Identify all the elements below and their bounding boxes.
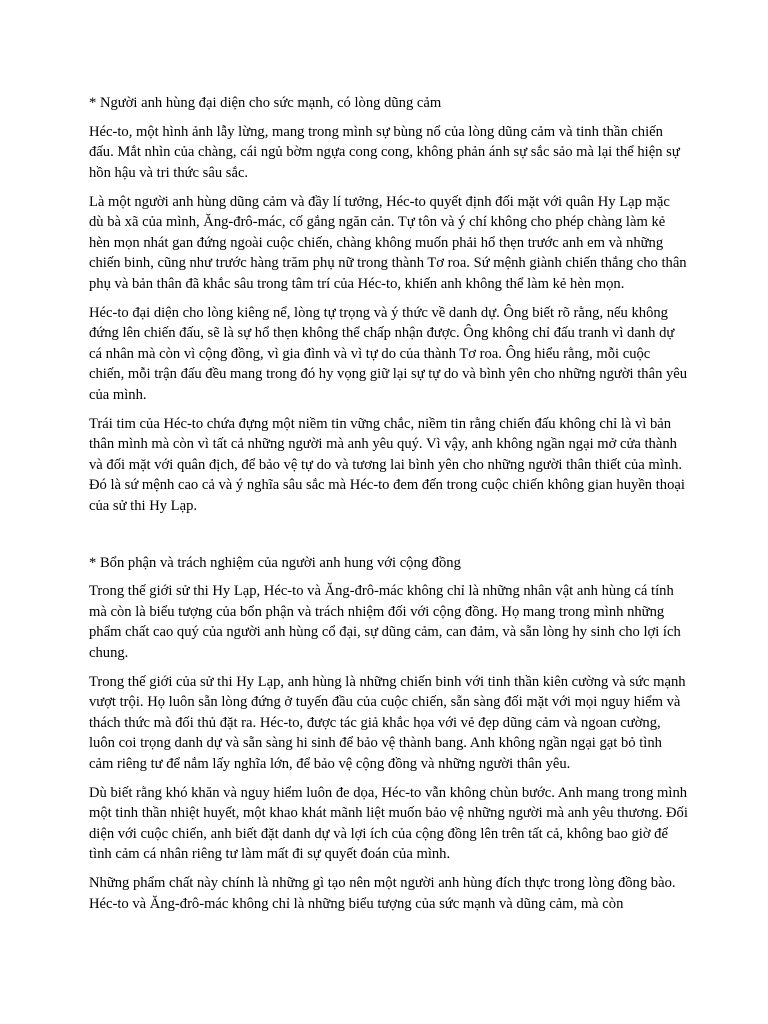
paragraph: Héc-to, một hình ảnh lẫy lừng, mang trong mình sự bùng nổ của lòng dũng cảm và tinh thần chiến đấu. Mắt nhìn của chàng, cái ngủ bờm ngựa cong cong, không phản ánh sự sắc sảo mà lại thể hiện sự hồn hậu và tri thức sâu sắc.: [89, 123, 680, 181]
paragraph: Những phẩm chất này chính là những gì tạo nên một người anh hùng đích thực trong lòng đồng bào. Héc-to và Ăng-đrô-mác không chỉ là những biểu tượng của sức mạnh và dũng cảm, mà còn: [89, 875, 676, 912]
paragraph: Trong thế giới của sử thi Hy Lạp, anh hùng là những chiến binh với tinh thần kiên cường và sức mạnh vượt trội. Họ luôn sẵn lòng đứng ở tuyến đầu của cuộc chiến, sẵn sàng đối mặt với mọi nguy hiểm và thách thức mà đối thủ đặt ra. Héc-to, được tác giả khắc họa với vẻ đẹp dũng cảm và ngoan cường, luôn coi trọng danh dự và sẵn sàng hi sinh để bảo vệ thành bang. Anh không ngần ngại gạt bỏ tình cảm riêng tư để nắm lấy nghĩa lớn, để bảo vệ cộng đồng và những người thân yêu.: [89, 673, 686, 772]
paragraph: Trái tim của Héc-to chứa đựng một niềm tin vững chắc, niềm tin rằng chiến đấu không chỉ là vì bản thân mình mà còn vì tất cả những người mà anh yêu quý. Vì vậy, anh không ngần ngại mở cửa thành và đối mặt với quân địch, để bảo vệ tự do và tương lai bình yên cho những người thân thiết của mình. Đó là sứ mệnh cao cả và ý nghĩa sâu sắc mà Héc-to đem đến trong cuộc chiến không gian huyền thoại của sử thi Hy Lạp.: [89, 415, 685, 514]
section-spacer: [89, 525, 688, 553]
paragraph: Là một người anh hùng dũng cảm và đầy lí tưởng, Héc-to quyết định đối mặt với quân Hy Lạp mặc dù bà xã của mình, Ăng-đrô-mác, cố gắng ngăn cản. Tự tôn và ý chí không cho phép chàng làm kẻ hèn mọn nhát gan đứng ngoài cuộc chiến, chàng không muốn phải hổ thẹn trước anh em và những chiến binh, cũng như trước hàng trăm phụ nữ trong thành Tơ roa. Sứ mệnh giành chiến thắng cho thân phụ và bản thân đã khắc sâu trong tâm trí của Héc-to, khiến anh không thể làm kẻ hèn mọn.: [89, 193, 687, 292]
section-heading-hero-strength: * Người anh hùng đại diện cho sức mạnh, có lòng dũng cảm: [89, 95, 442, 111]
paragraph: Dù biết rằng khó khăn và nguy hiểm luôn đe dọa, Héc-to vẫn không chùn bước. Anh mang trong mình một tinh thần nhiệt huyết, một khao khát mãnh liệt muốn bảo vệ những người mà anh yêu thương. Đối diện với cuộc chiến, anh biết đặt danh dự và lợi ích của cộng đồng lên trên tất cả, không bao giờ để tình cảm cá nhân riêng tư làm mất đi sự quyết đoán của mình.: [89, 784, 688, 862]
paragraph: Héc-to đại diện cho lòng kiêng nể, lòng tự trọng và ý thức về danh dự. Ông biết rõ rằng, nếu không đứng lên chiến đấu, sẽ là sự hổ thẹn không thể chấp nhận được. Ông không chỉ đấu tranh vì danh dự cá nhân mà còn vì cộng đồng, vì gia đình và vì tự do của thành Tơ roa. Ông hiểu rằng, mỗi cuộc chiến, mỗi trận đấu đều mang trong đó hy vọng giữ lại sự tự do và bình yên cho những người thân yêu của mình.: [89, 304, 688, 403]
paragraph: Trong thế giới sử thi Hy Lạp, Héc-to và Ăng-đrô-mác không chỉ là những nhân vật anh hùng cá tính mà còn là biểu tượng của bổn phận và trách nhiệm đối với cộng đồng. Họ mang trong mình những phẩm chất cao quý của người anh hùng cổ đại, sự dũng cảm, can đảm, và sẵn lòng hy sinh cho lợi ích chung.: [89, 583, 681, 661]
section-heading-duty-community: * Bổn phận và trách nghiệm của người anh hung với cộng đồng: [89, 554, 461, 571]
